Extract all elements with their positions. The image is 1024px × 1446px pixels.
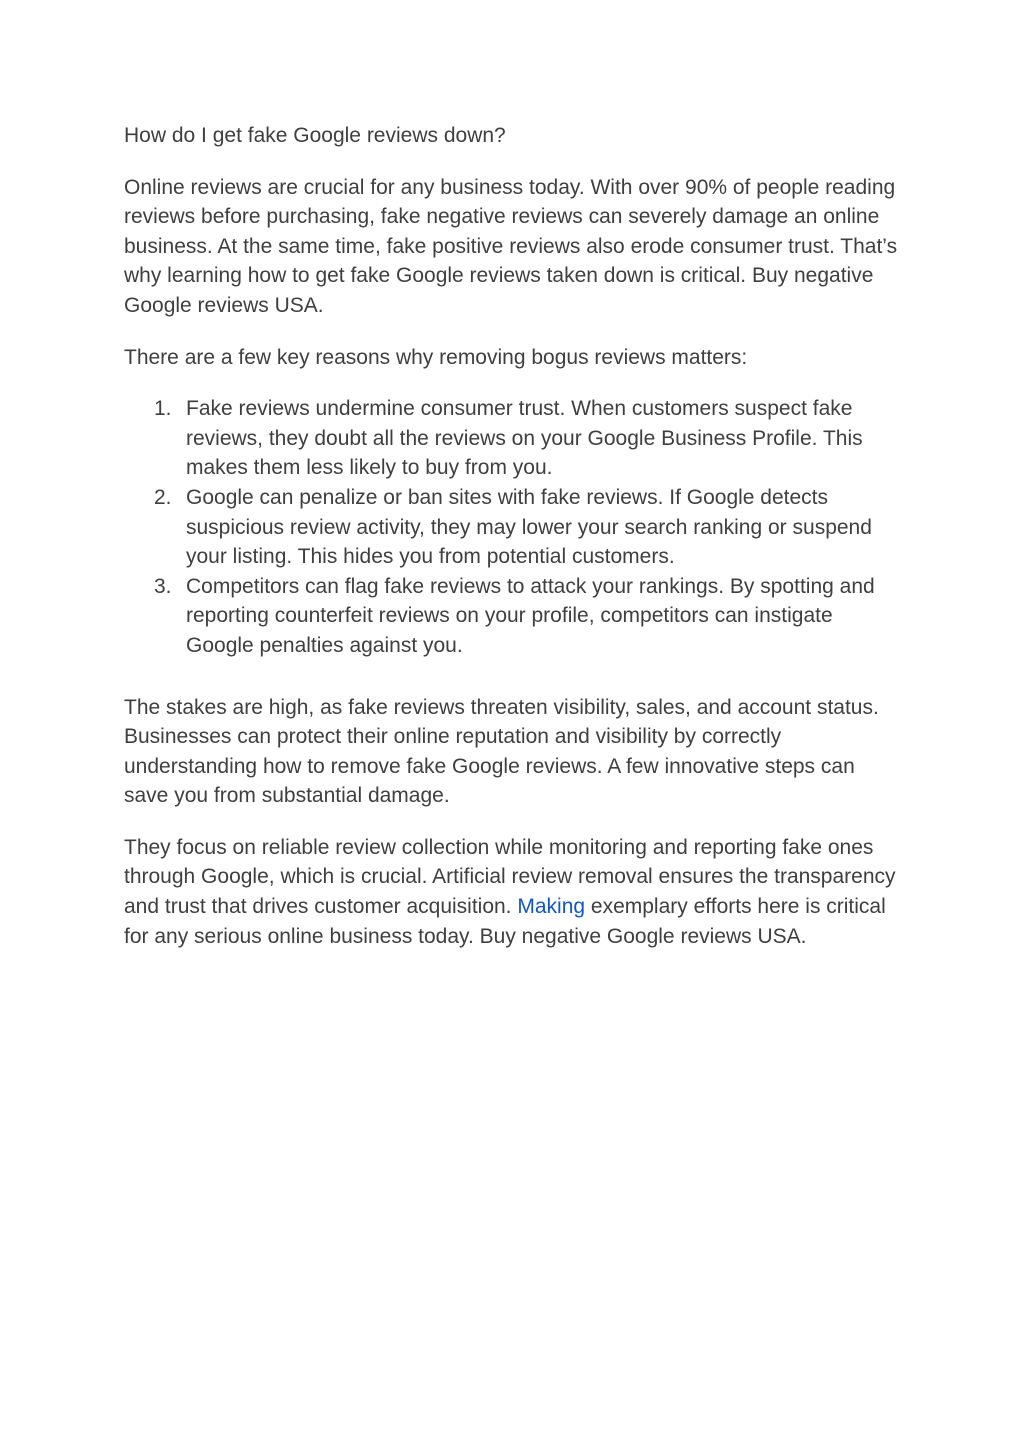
intro-paragraph: Online reviews are crucial for any business today. With over 90% of people reading reviews before purchasing, fake negative reviews can severely damage an online business. At the same time, fake positive reviews also erode consumer trust. That’s why learning how to get fake Google reviews taken down is critical. Buy negative Google reviews USA.: [124, 175, 898, 317]
list-number: 2.: [154, 485, 172, 509]
closing-text-after-link: exemplary efforts here is critical for any serious online business today. Buy negative Google reviews USA.: [124, 895, 886, 948]
list-item-text: Competitors can flag fake reviews to attack your rankings. By spotting and reporting counterfeit reviews on your profile, competitors can instigate Google penalties against you.: [186, 574, 875, 657]
closing-paragraph: [124, 833, 900, 951]
list-item-text: Google can penalize or ban sites with fake reviews. If Google detects suspicious review activity, they may lower your search ranking or suspend your listing. This hides you from potential customers.: [186, 485, 872, 569]
list-item: [124, 394, 900, 483]
list-item: [124, 572, 900, 661]
document-page: [124, 121, 900, 951]
list-item: [124, 483, 900, 572]
stakes-paragraph: The stakes are high, as fake reviews threaten visibility, sales, and account status. Businesses can protect their online reputation and visibility by correctly understanding how to remove fake Google reviews. A few innovative steps can save you from substantial damage.: [124, 695, 879, 808]
closing-text-before-link: They focus on reliable review collection while monitoring and reporting fake ones through Google, which is crucial. Artificial review removal ensures the transparency and trust that drives customer acquisition.: [124, 835, 896, 919]
document-title: How do I get fake Google reviews down?: [124, 124, 506, 147]
list-number: 1.: [154, 397, 172, 421]
making-link[interactable]: Making: [517, 895, 586, 919]
reasons-list: [124, 394, 900, 660]
list-item-text: Fake reviews undermine consumer trust. When customers suspect fake reviews, they doubt all the reviews on your Google Business Profile. This makes them less likely to buy from you.: [186, 397, 863, 480]
list-number: 3.: [154, 574, 172, 598]
reasons-lead-paragraph: There are a few key reasons why removing bogus reviews matters:: [124, 345, 748, 369]
